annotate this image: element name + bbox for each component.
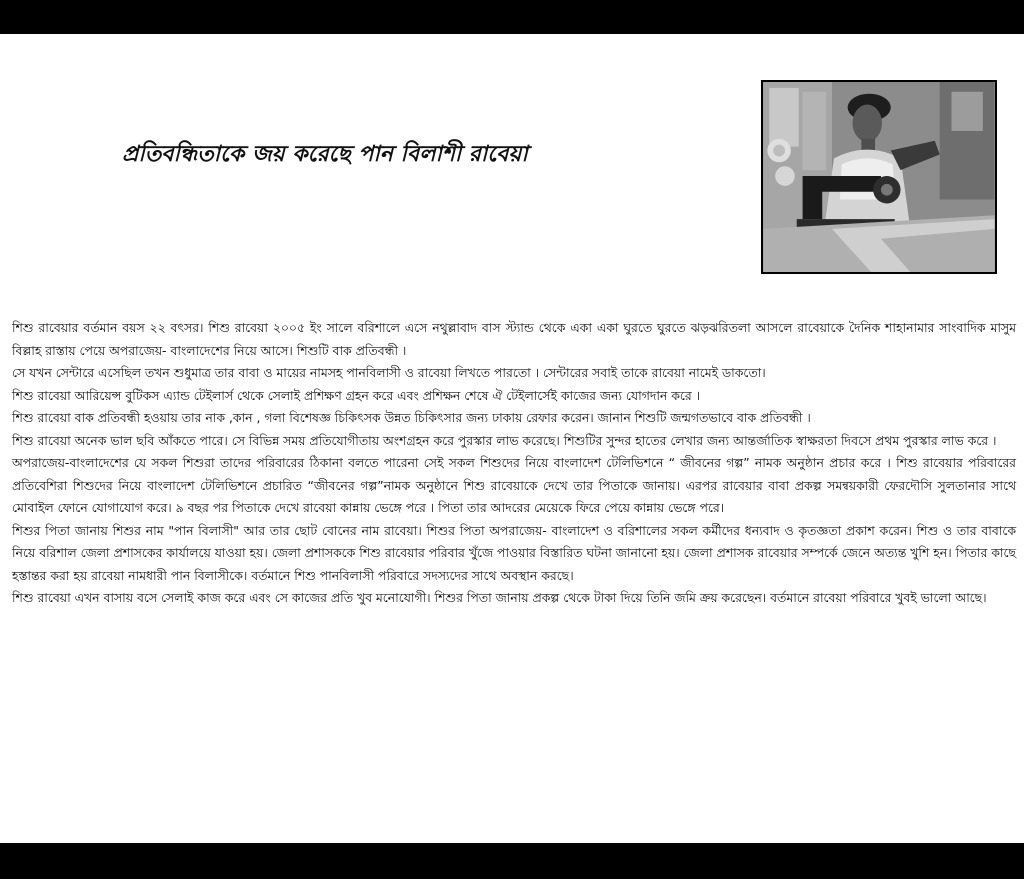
paragraph-age-arrival: শিশু রাবেয়ার বর্তমান বয়স ২২ বৎসর। শিশু রাবেয়া ২০০৫ ইং সালে বরিশালে এসে নথুল্লাবাদ বাস স্ট্যান্ড থেকে একা একা ঘুরতে ঘুরতে ঝড়ঝরিতলা আসলে রাবেয়াকে দৈনিক শাহানামার সাংবাদিক মাসুম বিল্লাহ রাস্তায় পেয়ে অপরাজেয়- বাংলাদেশের নিয়ে আসে। শিশুটি বাক প্রতিবন্ধী । [12,320,1016,358]
paragraph-drawing-awards: শিশু রাবেয়া অনেক ভাল ছবি আঁকতে পারে। সে বিভিন্ন সময় প্রতিযোগীতায় অংশগ্রহন করে পুরস্কার লাভ করেছে। শিশুটির সুন্দর হাতের লেখার জন্য আন্তর্জাতিক স্বাক্ষরতা দিবসে প্রথম পুরস্কার লাভ করে । [12,432,997,448]
photo-woman-sewing-machine [761,80,997,274]
article-headline: প্রতিবন্ধিতাকে জয় করেছে পান বিলাশী রাবেয়া [122,142,528,167]
photo-woman-sewing-machine-icon [763,82,995,272]
paragraph-current-status: শিশু রাবেয়া এখন বাসায় বসে সেলাই কাজ করে এবং সে কাজের প্রতি খুব মনোযোগী। শিশুর পিতা জানায় প্রকল্প থেকে টাকা দিয়ে তিনি জমি ক্রয় করেছেন। বর্তমানে রাবেয়া পরিবারে খুবই ভালো আছে। [12,590,987,605]
paragraph-tailoring-training: শিশু রাবেয়া আরিয়েন্স বুটিকস এ্যান্ড টেইলার্স থেকে সেলাই প্রশিক্ষণ গ্রহন করে এবং প্রশিক্ষন শেষে ঐ টেইলার্সেই কাজের জন্য যোগদান করে । [12,387,701,403]
paragraph-father-thanks: শিশুর পিতা জানায় শিশুর নাম "পান বিলাসী" আর তার ছোট বোনের নাম রাবেয়া। শিশুর পিতা অপরাজেয়- বাংলাদেশ ও বরিশালের সকল কর্মীদের ধন্যবাদ ও কৃতজ্ঞতা প্রকাশ করেন। শিশু ও তার বাবাকে নিয়ে বরিশাল জেলা প্রশাসকের কার্যালয়ে যাওয়া হয়। জেলা প্রশাসককে শিশু রাবেয়ার পরিবার খুঁজে পাওয়ার বিস্তারিত ঘটনা জানানো হয়। জেলা প্রশাসক রাবেয়ার সম্পর্কে জেনে অত্যন্ত খুশি হন। পিতার কাছে হস্তান্তর করা হয় রাবেয়া নামধারী পান বিলাসীকে। বর্তমানে শিশু পানবিলাসী পরিবারে সদস্যদের সাথে অবস্থান করছে। [12,522,1016,583]
paragraph-literacy: সে যখন সেন্টারে এসেছিল তখন শুধুমাত্র তার বাবা ও মায়ের নামসহ পানবিলাসী ও রাবেয়া লিখতে পারতো । সেন্টারের সবাই তাকে রাবেয়া নামেই ডাকতো। [12,365,766,380]
paragraph-medical-referral: শিশু রাবেয়া বাক প্রতিবন্ধী হওয়ায় তার নাক ,কান , গলা বিশেষজ্ঞ চিকিৎসক উন্নত চিকিৎসার জন্য ঢাকায় রেফার করেন। জানান শিশুটি জন্মগতভাবে বাক প্রতিবন্ধী । [12,410,811,425]
bottom-black-bar [0,843,1024,879]
article-body [12,317,1016,610]
paragraph-tv-program-reunion: অপরাজেয়-বাংলাদেশের যে সকল শিশুরা তাদের পরিবারের ঠিকানা বলতে পারেনা সেই সকল শিশুদের নিয়ে বাংলাদেশ টেলিভিশনে “ জীবনের গল্প” নামক অনুষ্ঠান প্রচার করে । শিশু রাবেয়ার পরিবারের প্রতিবেশিরা শিশুদের নিয়ে বাংলাদেশ টেলিভিশনে প্রচারিত “জীবনের গল্প”নামক অনুষ্ঠানে শিশু রাবেয়াকে দেখে তার পিতাকে জানায়। এরপর রাবেয়ার বাবা প্রকল্প সমন্বয়কারী ফেরদৌসি সুলতানার সাথে মোবাইল ফোনে যোগাযোগ করে। ৯ বছর পর পিতাকে দেখে রাবেয়া কান্নায় ভেঙ্গে পরে । পিতা তার আদরের মেয়েকে ফিরে পেয়ে কান্নায় ভেঙ্গে পরে। [12,455,1016,515]
top-black-bar [0,0,1024,34]
